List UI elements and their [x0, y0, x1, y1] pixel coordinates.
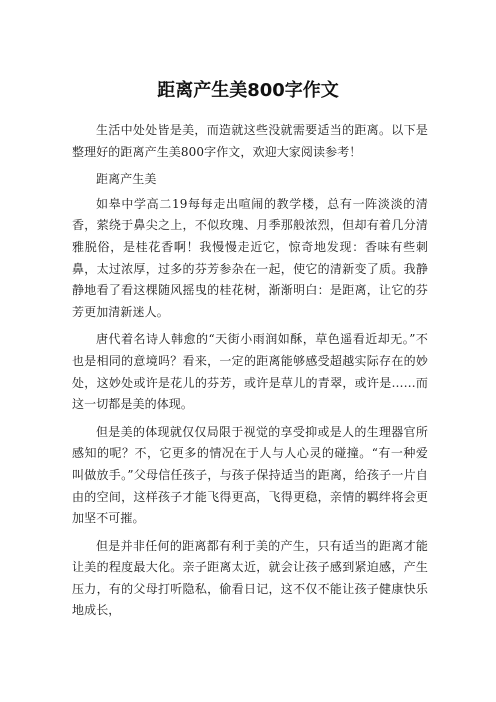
body-paragraph: 但是美的体现就仅仅局限于视觉的享受抑或是人的生理器官所感知的呢？不，它更多的情况在于人与人心灵的碰撞。“有一种爱叫做放手。”父母信任孩子，与孩子保持适当的距离，给孩子一片自由的空间，这样孩子才能飞得更高，飞得更稳，亲情的羁绊将会更加坚不可摧。: [72, 424, 428, 526]
body-paragraph: 但是并非任何的距离都有利于美的产生，只有适当的距离才能让美的程度最大化。亲子距离太近，就会让孩子感到紧迫感，产生压力，有的父母打听隐私，偷看日记，这不仅不能让孩子健康快乐地成长，: [72, 538, 428, 618]
section-heading: 距离产生美: [96, 172, 157, 187]
document-body: [72, 120, 428, 628]
body-paragraph: 唐代着名诗人韩愈的“天街小雨润如酥，草色遥看近却无。”不也是相同的意境吗？看来，一定的距离能够感受超越实际存在的妙处，这妙处或许是花儿的芬芳，或许是草儿的青翠，或许是……而这一切都是美的体现。: [72, 332, 428, 412]
body-paragraph: 如皋中学高二19每每走出喧闹的教学楼，总有一阵淡淡的清香，萦绕于鼻尖之上，不似玫瑰、月季那般浓烈，但却有着几分清雅脱俗，是桂花香啊！我慢慢走近它，惊奇地发现：香味有些刺鼻，太过浓厚，过多的芬芳参杂在一起，使它的清新变了质。我静静地看了看这棵随风摇曳的桂花树，渐渐明白：是距离，让它的芬芳更加清新迷人。: [72, 196, 428, 319]
document-title: 距离产生美800字作文: [157, 80, 339, 101]
intro-paragraph: 生活中处处皆是美，而造就这些没就需要适当的距离。以下是整理好的距离产生美800字作文，欢迎大家阅读参考！: [72, 123, 428, 159]
